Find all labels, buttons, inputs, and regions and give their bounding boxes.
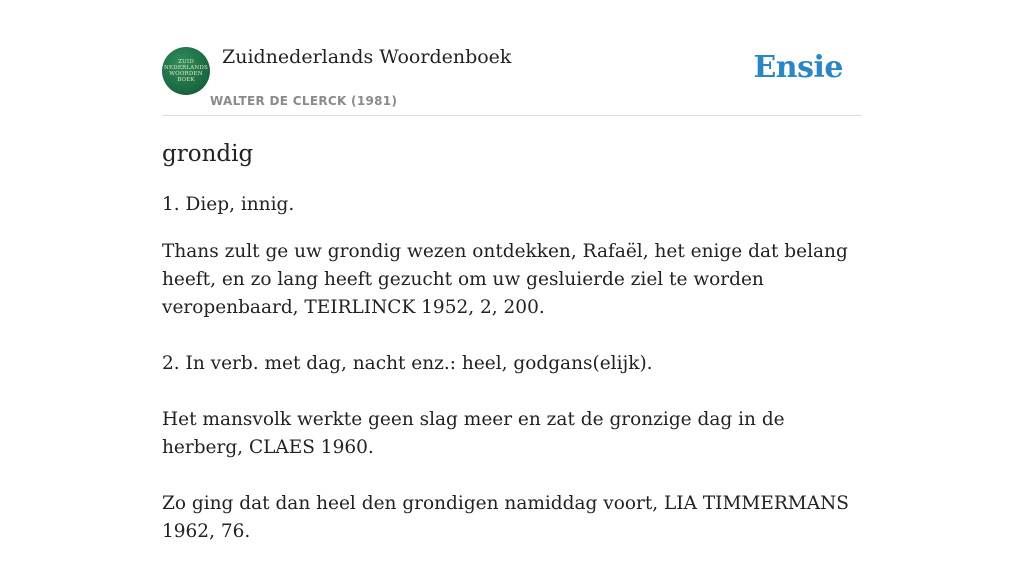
citation-quote: Thans zult ge uw grondig wezen ontdekken, Rafaël, het enige dat belang heeft, en zo lang heeft gezucht om uw gesluierde ziel te worden veropenbaard, TEIRLINCK 1952, 2, 200. [162, 241, 848, 318]
content-container [162, 0, 862, 542]
logo-line: ZUID [178, 59, 194, 65]
dictionary-entry [162, 139, 862, 574]
logo-line: BOEK [177, 77, 195, 83]
sense-definition: 2. In verb. met dag, nacht enz.: heel, godgans(elijk). [162, 353, 653, 374]
dictionary-logo-icon[interactable] [162, 47, 210, 95]
logo-line: NEDERLANDS [163, 65, 208, 71]
entry-headword: grondig [162, 141, 254, 167]
dictionary-title-link[interactable]: Zuidnederlands Woordenboek [222, 46, 512, 68]
logo-line: WOORDEN [169, 71, 203, 77]
dictionary-author: WALTER DE CLERCK (1981) [210, 94, 398, 108]
sense-definition: 1. Diep, innig. [162, 194, 295, 215]
dictionary-header [162, 0, 862, 116]
citation-quote: Het mansvolk werkte geen slag meer en zat de gronzige dag in de herberg, CLAES 1960. [162, 409, 785, 458]
citation-quote: Zo ging dat dan heel den grondigen namiddag voort, LIA TIMMERMANS 1962, 76. [162, 493, 849, 542]
ensie-brand-link[interactable]: Ensie [753, 50, 843, 85]
